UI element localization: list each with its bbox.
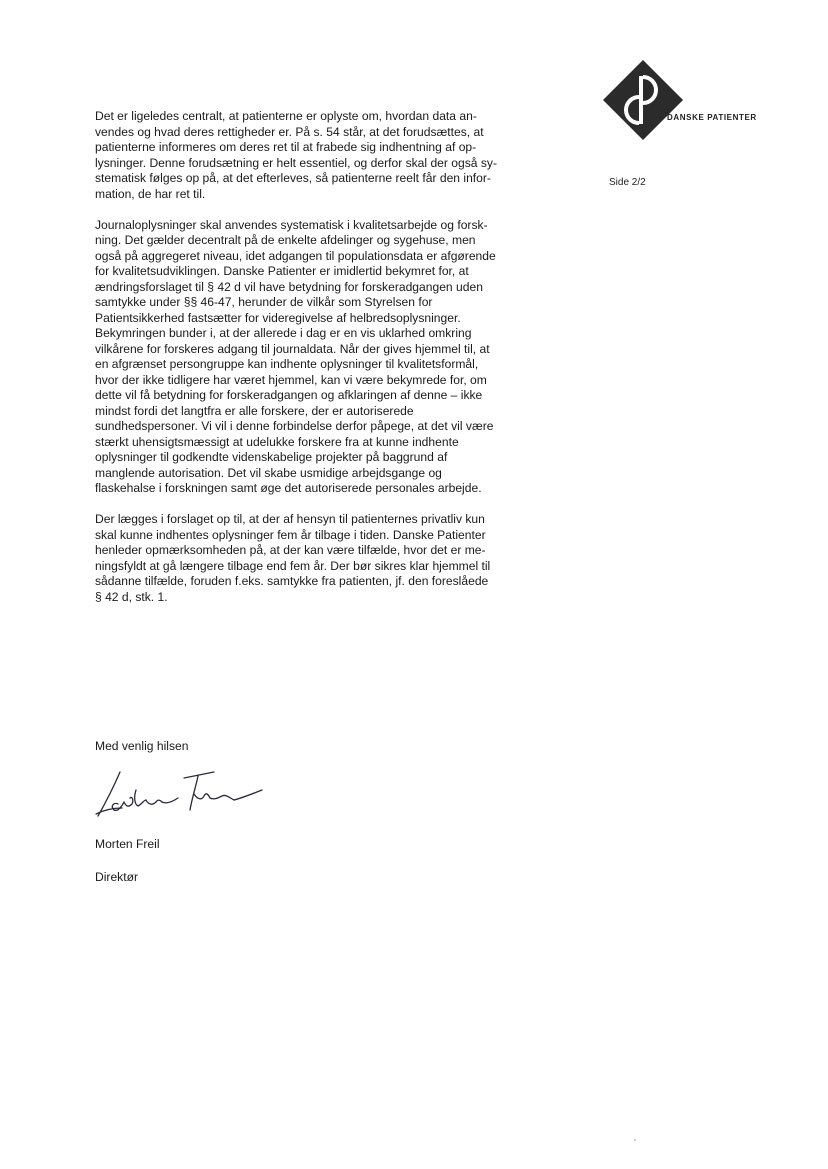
text-line: manglende autorisation. Det vil skabe usmidige arbejdsgange og bbox=[95, 465, 442, 480]
text-line: ning. Det gælder decentralt på de enkelte afdelinger og sygehuse, men bbox=[95, 233, 476, 247]
text-line: dette vil få betydning for forskeradgangen og afklaringen af denne – ikke bbox=[95, 388, 483, 402]
text-line: ændringsforslaget til § 42 d vil have betydning for forskeradgangen uden bbox=[95, 279, 483, 294]
text-line: patienterne informeres om deres ret til at frabede sig indhentning af op- bbox=[95, 140, 477, 154]
text-line: flaskehalse i forskningen samt øge det autoriserede personales arbejde. bbox=[95, 481, 482, 495]
body-paragraph bbox=[95, 512, 547, 605]
text-line: for kvalitetsudviklingen. Danske Patienter er imidlertid bekymret for, at bbox=[95, 264, 469, 278]
text-line: sådanne tilfælde, foruden f.eks. samtykke fra patienten, jf. den foreslåede bbox=[95, 574, 489, 588]
text-line: Det er ligeledes centralt, at patienterne er oplyste om, hvordan data an- bbox=[95, 109, 477, 123]
danske-patienter-logo bbox=[603, 60, 683, 140]
text-line: samtykke under §§ 46-47, herunder de vilkår som Styrelsen for bbox=[95, 295, 433, 309]
text-line: også på aggregeret niveau, idet adgangen til populationsdata er afgørende bbox=[95, 248, 496, 263]
handwritten-signature bbox=[92, 764, 272, 824]
letter-body bbox=[95, 109, 547, 621]
text-line: mation, de har ret til. bbox=[95, 186, 206, 201]
scan-speck bbox=[634, 1139, 636, 1141]
text-line: en afgrænset persongruppe kan indhente oplysninger til kvalitetsformål, bbox=[95, 357, 479, 371]
closing-salutation: Med venlig hilsen bbox=[95, 739, 189, 753]
body-paragraph bbox=[95, 109, 547, 202]
page-indicator: Side 2/2 bbox=[609, 177, 646, 188]
text-line: mindst fordi det langtfra er alle forskere, der er autoriserede bbox=[95, 403, 414, 418]
text-line: stematisk følges op på, at det efterleves, så patienterne reelt får den infor- bbox=[95, 171, 491, 185]
text-line: ningsfyldt at gå længere tilbage end fem år. Der bør sikres klar hjemmel til bbox=[95, 558, 491, 573]
text-line: hvor der ikke tidligere har været hjemmel, kan vi være bekymrede for, om bbox=[95, 372, 487, 387]
text-line: vilkårene for forskeres adgang til journaldata. Når der gives hjemmel til, at bbox=[95, 341, 490, 356]
signer-title: Direktør bbox=[95, 870, 138, 884]
text-line: sundhedspersoner. Vi vil i denne forbindelse derfor påpege, at det vil være bbox=[95, 419, 494, 433]
logo-text: DANSKE PATIENTER bbox=[667, 113, 757, 122]
text-line: vendes og hvad deres rettigheder er. På s. 54 står, at det forudsættes, at bbox=[95, 124, 484, 139]
text-line: stærkt uhensigtsmæssigt at udelukke forskere fra at kunne indhente bbox=[95, 434, 459, 449]
text-line: lysninger. Denne forudsætning er helt essentiel, og derfor skal der også sy- bbox=[95, 155, 497, 170]
text-line: oplysninger til godkendte videnskabelige projekter på baggrund af bbox=[95, 450, 448, 464]
text-line: Journaloplysninger skal anvendes systematisk i kvalitetsarbejde og forsk- bbox=[95, 217, 488, 232]
text-line: Patientsikkerhed fastsætter for videregivelse af helbredsoplysninger. bbox=[95, 310, 461, 325]
text-line: skal kunne indhentes oplysninger fem år tilbage i tiden. Danske Patienter bbox=[95, 527, 486, 542]
text-line: Der lægges i forslaget op til, at der af hensyn til patienternes privatliv kun bbox=[95, 512, 485, 526]
text-line: Bekymringen bunder i, at der allerede i dag er en vis uklarhed omkring bbox=[95, 326, 472, 340]
body-paragraph bbox=[95, 218, 547, 497]
text-line: § 42 d, stk. 1. bbox=[95, 589, 168, 604]
text-line: henleder opmærksomheden på, at der kan være tilfælde, hvor det er me- bbox=[95, 543, 486, 557]
signer-name: Morten Freil bbox=[95, 837, 160, 851]
